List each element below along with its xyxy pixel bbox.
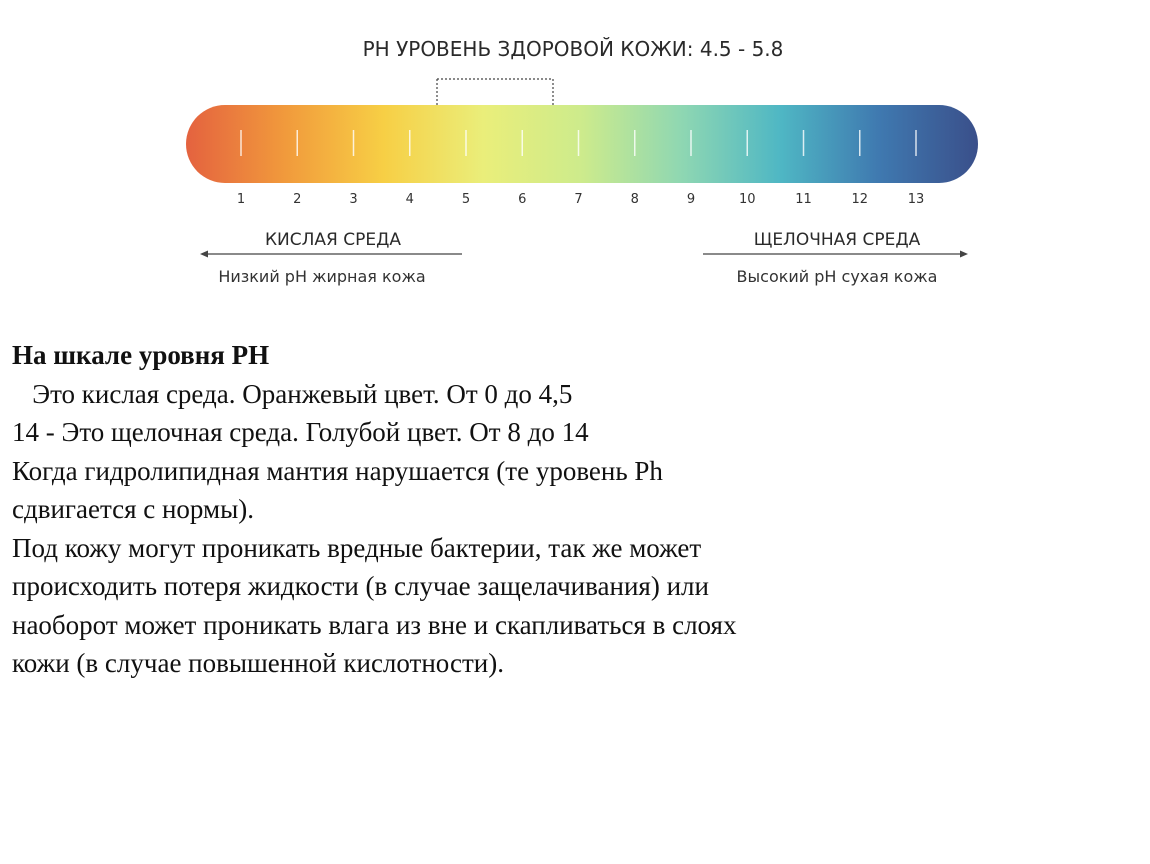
tick-label-6: 6	[518, 192, 527, 207]
alkaline-zone-subtitle: Высокий pH сухая кожа	[736, 267, 938, 286]
tick-label-3: 3	[349, 192, 358, 207]
acidic-arrow	[200, 251, 462, 258]
alkaline-zone-title: ЩЕЛОЧНАЯ СРЕДА	[753, 230, 921, 250]
tick-label-12: 12	[851, 192, 869, 207]
tick-label-11: 11	[795, 192, 812, 207]
tick-label-4: 4	[405, 192, 414, 207]
text-line: Когда гидролипидная мантия нарушается (те уровень Ph	[12, 455, 663, 486]
alkaline-arrow	[703, 251, 968, 258]
acidic-zone-subtitle: Низкий pH жирная кожа	[218, 267, 426, 286]
acidic-zone-title: КИСЛАЯ СРЕДА	[264, 230, 402, 250]
text-line: 14 - Это щелочная среда. Голубой цвет. От 8 до 14	[12, 417, 589, 447]
ph-scale-graphic	[0, 0, 1150, 310]
tick-label-13: 13	[907, 192, 925, 207]
text-line: сдвигается с нормы).	[12, 494, 254, 524]
tick-label-9: 9	[686, 192, 696, 207]
text-line: кожи (в случае повышенной кислотности).	[12, 648, 504, 678]
ph-tick-labels	[237, 192, 924, 207]
tick-label-7: 7	[574, 192, 583, 207]
text-line: происходить потеря жидкости (в случае защелачивания) или	[12, 571, 709, 601]
explanation-text	[12, 336, 1132, 683]
tick-label-1: 1	[236, 192, 246, 207]
text-line: Под кожу могут проникать вредные бактерии, так же может	[12, 532, 702, 563]
text-line: наоборот может проникать влага из вне и скапливаться в слоях	[12, 609, 737, 640]
tick-label-10: 10	[738, 192, 756, 207]
text-line: Это кислая среда. Оранжевый цвет. От 0 до 4,5	[12, 378, 573, 409]
text-heading: На шкале уровня PH	[12, 340, 270, 370]
ph-scale-figure	[0, 0, 1150, 310]
tick-label-2: 2	[293, 192, 302, 207]
tick-label-5: 5	[461, 192, 471, 207]
tick-label-8: 8	[630, 192, 639, 207]
figure-title: PH УРОВЕНЬ ЗДОРОВОЙ КОЖИ: 4.5 - 5.8	[362, 37, 784, 61]
